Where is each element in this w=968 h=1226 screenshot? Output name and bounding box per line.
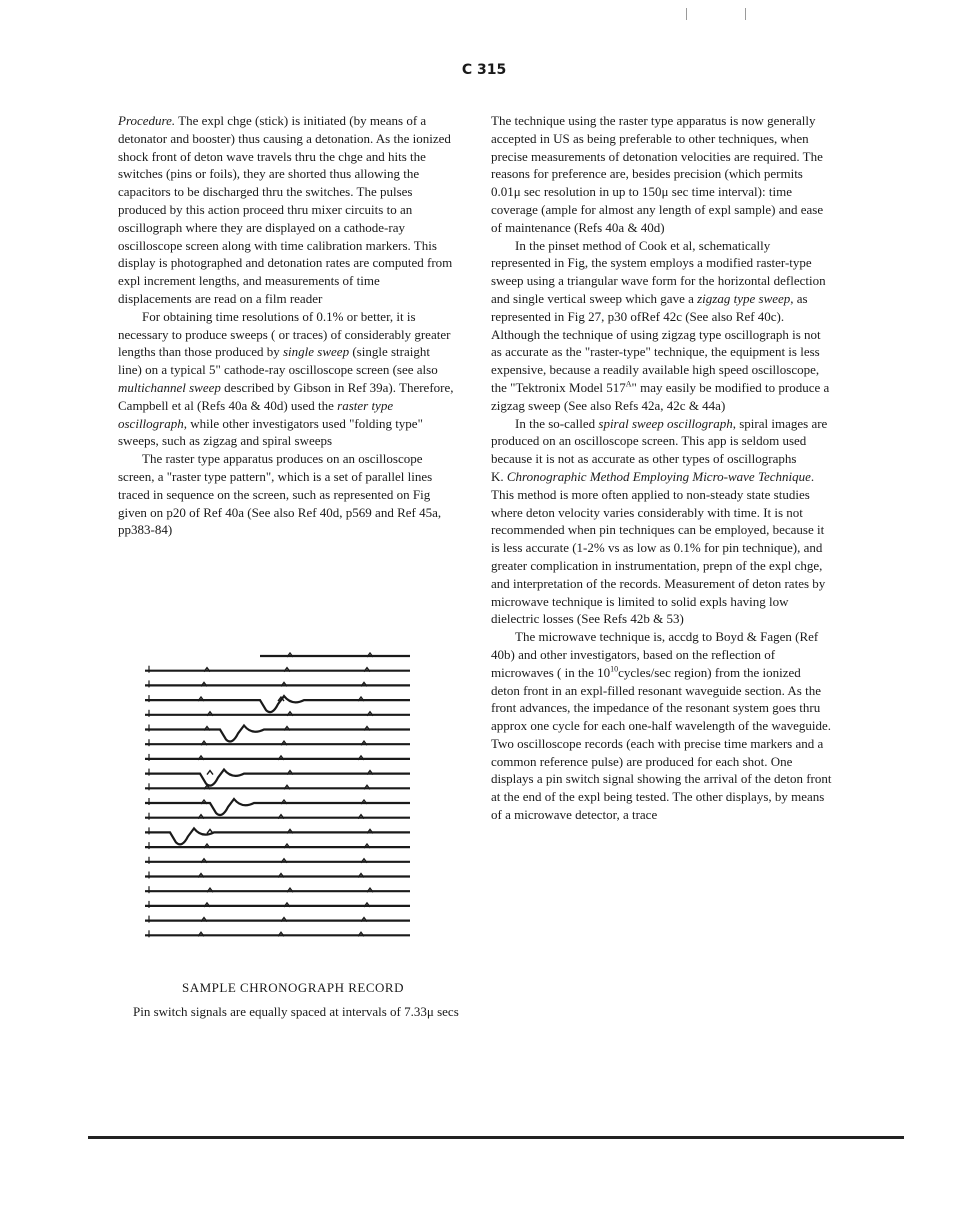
- figure-caption: Pin switch signals are equally spaced at intervals of 7.33μ secs: [133, 1004, 459, 1019]
- superscript-text: 10: [610, 664, 619, 674]
- left-column-paragraph: [118, 308, 456, 450]
- superscript-text: A: [625, 379, 632, 389]
- body-text: , spiral images are produced on an oscilloscope screen. This app is seldom used because it is not as accurate as other types of oscillographs: [491, 415, 828, 467]
- italic-text: raster type oscillograph: [118, 397, 394, 431]
- page-number: C 315: [461, 62, 507, 78]
- italic-text: multichannel sweep: [118, 379, 221, 395]
- body-text: described by Gibson in Ref 39a). Therefore, Campbell et al (Refs 40a & 40d) used the: [118, 379, 454, 413]
- right-column-paragraph: [491, 468, 832, 628]
- body-text: cycles/sec region) from the ionized deton front in an expl-filled resonant waveguide section. As the front advances, the impedance of the resonant system goes thru approx one cycle for each one-half wavelength of the waveguide. Two oscilloscope records (each with precise time markers and a common reference pulse) are produced for each shot. One displays a pin switch signal showing the arrival of the deton front at the end of the expl being tested. The other displays, by means of a microwave detector, a trace: [491, 664, 832, 823]
- pin-switch-signal: [207, 829, 213, 833]
- body-text: For obtaining time resolutions of 0.1% or better, it is necessary to produce sweeps ( or traces) of considerably greater lengths than those produced by: [118, 308, 451, 360]
- body-text: . This method is more often applied to non-steady state studies where deton velocity varies considerably with time. It is not recommended when pin techniques can be employed, because it is less accurate (1-2% vs as low as 0.1% for pin technique), and greater complication in instrumentation, prepn of the expl chge, and interpretation of the records. Measurement of deton rates by microwave technique is limited to solid expls having low dielectric losses (See Refs 42b & 53): [491, 468, 826, 627]
- chronograph-record-figure: [140, 648, 420, 966]
- top-tick-mark: [745, 8, 746, 20]
- body-text: The microwave technique is, accdg to Boyd & Fagen (Ref 40b) and other investigators, based on the reflection of microwaves ( in the 10: [491, 629, 819, 680]
- italic-text: spiral sweep oscillograph: [598, 415, 733, 431]
- bottom-rule: [88, 1136, 904, 1139]
- figure-title: SAMPLE CHRONOGRAPH RECORD: [182, 980, 404, 995]
- body-text: (single straight line) on a typical 5" cathode-ray oscilloscope screen (see also: [118, 344, 438, 378]
- body-text: K.: [491, 468, 507, 484]
- left-column: [118, 112, 456, 539]
- body-text: , while other investigators used "folding type" sweeps, such as zigzag and spiral sweeps: [118, 415, 423, 449]
- italic-text: zigzag type sweep: [697, 290, 791, 306]
- body-text: The technique using the raster type apparatus is now generally accepted in US as being preferable to other techniques, when precise measurements of detonation velocities are required. The reasons for preference are, besides precision (which permits 0.01μ sec resolution in up to 150μ sec time interval): time coverage (ample for almost any length of expl sample) and ease of maintenance (Refs 40a & 40d): [491, 113, 824, 235]
- pin-switch-signal: [207, 771, 213, 775]
- top-tick-mark: [686, 8, 687, 20]
- left-column-paragraph: [118, 450, 456, 539]
- right-column-paragraph: [491, 112, 832, 237]
- body-text: " may easily be modified to produce a zigzag sweep (See also Refs 42a, 42c & 44a): [491, 379, 830, 413]
- italic-text: Chronographic Method Employing Micro-wave Technique: [506, 468, 811, 484]
- italic-text: Procedure.: [118, 113, 176, 128]
- raster-trace-line: [145, 726, 410, 742]
- right-column-paragraph: [491, 628, 832, 824]
- body-text: , as represented in Fig 27, p30 ofRef 42c (See also Ref 40c). Although the technique of using zigzag type oscillograph is not as accurate as the "raster-type" technique, the equipment is less expensive, because a readily available high speed oscilloscope, the "Tektronix Model 517: [491, 290, 821, 395]
- italic-text: single sweep: [283, 344, 350, 360]
- body-text: The raster type apparatus produces on an oscilloscope screen, a "raster type pattern", which is a set of parallel lines traced in sequence on the screen, such as represented on Fig given on p20 of Ref 40a (See also Ref 40d, p569 and Ref 45a, pp383-84): [118, 451, 442, 538]
- body-text: In the so-called: [515, 415, 599, 431]
- right-column: [491, 112, 832, 824]
- raster-trace-line: [145, 799, 410, 815]
- right-column-paragraph: [491, 415, 832, 468]
- body-text: The expl chge (stick) is initiated (by means of a detonator and booster) thus causing a detonation. As the ionized shock front of deton wave travels thru the chge and hits the switches (pins or foils), they are shorted thus allowing the capacitors to be discharged thru the switches. The pulses produced by this action proceed thru mixer circuits to an oscillograph where they are displayed on a cathode-ray oscilloscope screen along with time calibration markers. This display is photographed and detonation rates are computed from expl increment lengths, and measurements of time displacements are read on a film reader: [118, 113, 453, 306]
- body-text: In the pinset method of Cook et al, schematically represented in Fig, the system employs a modified raster-type sweep using a triangular wave form for the horizontal deflection and single vertical sweep which gave a: [491, 237, 826, 306]
- left-column-paragraph: [118, 112, 456, 308]
- raster-trace-line: [145, 696, 410, 712]
- right-column-paragraph: [491, 237, 832, 415]
